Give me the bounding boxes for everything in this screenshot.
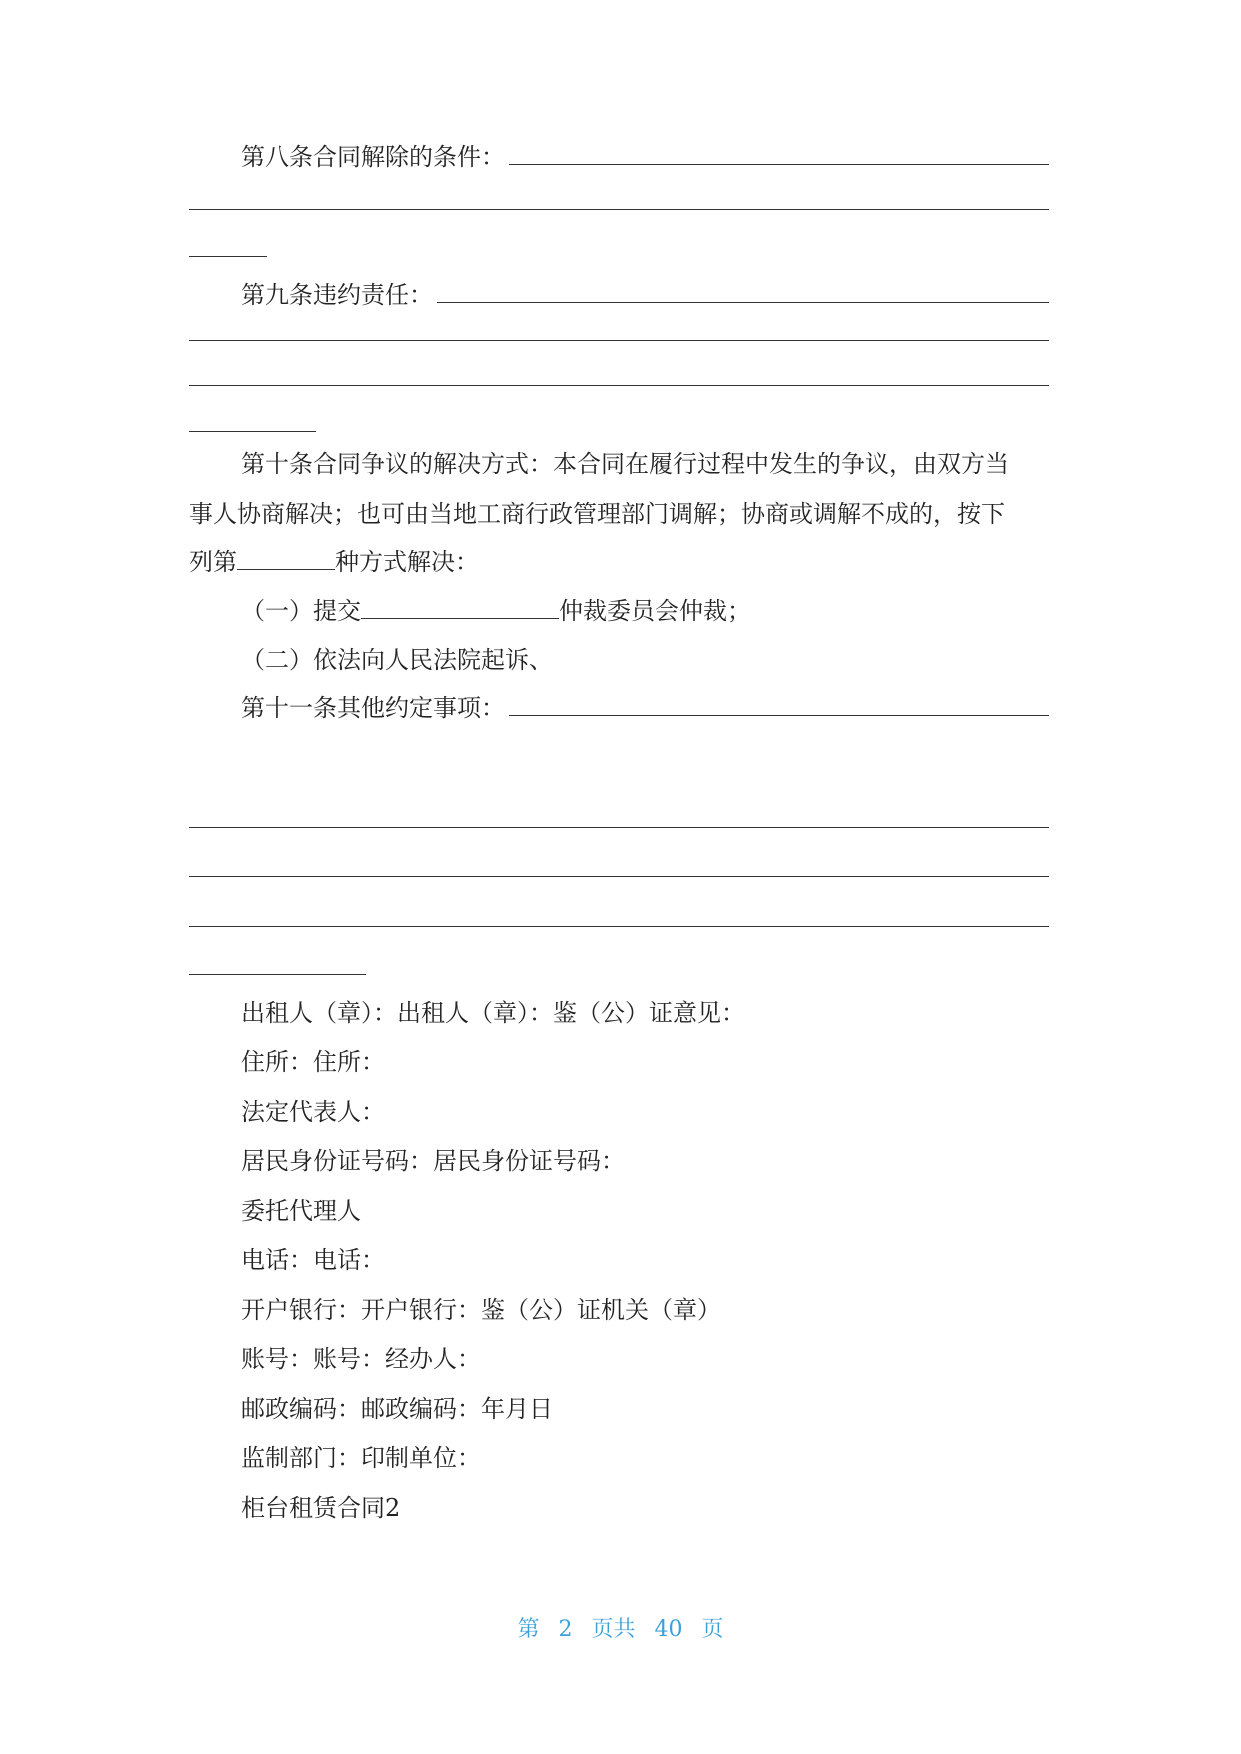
signature-line-address: 住所：住所： [241,1048,385,1076]
clause-11-rule-1 [189,827,1049,828]
clause-8-label: 第八条合同解除的条件： [241,143,505,171]
clause-10-line-1: 第十条合同争议的解决方式：本合同在履行过程中发生的争议，由双方当 [241,450,1009,478]
footer-prefix: 第 [517,1617,540,1642]
clause-11-label: 第十一条其他约定事项： [241,694,505,722]
footer-total-pages: 40 [654,1617,683,1642]
clause-10-line-3-pre: 列第 [189,548,237,576]
signature-line-phone: 电话：电话： [241,1246,385,1274]
clause-10-line-3-post: 种方式解决： [335,548,479,576]
clause-8-rule-end [189,256,267,257]
clause-8-blank [509,134,1049,165]
clause-9-blank [437,272,1049,303]
clause-11-rule-end [189,974,366,975]
clause-8-line [241,132,1049,182]
clause-11-rule-3 [189,926,1049,927]
option-1-line [241,586,1049,636]
clause-9-line [241,270,1049,320]
option-1-pre: （一）提交 [241,597,361,625]
clause-11-line [241,683,1049,733]
clause-9-label: 第九条违约责任： [241,281,433,309]
method-number-blank [237,539,335,570]
signature-line-id-number: 居民身份证号码：居民身份证号码： [241,1147,625,1175]
footer-page-number: 2 [558,1617,573,1642]
clause-10-line-2: 事人协商解决；也可由当地工商行政管理部门调解；协商或调解不成的，按下 [189,500,1005,528]
option-1-post: 仲裁委员会仲裁； [559,597,751,625]
clause-11-rule-2 [189,876,1049,877]
clause-8-rule-1 [189,209,1049,210]
clause-9-rule-1 [189,340,1049,341]
arbitration-committee-blank [361,588,559,619]
page-footer [0,1610,1241,1650]
footer-middle: 页共 [591,1617,636,1642]
option-2-line: （二）依法向人民法院起诉、 [241,646,553,674]
signature-line-bank: 开户银行：开户银行：鉴（公）证机关（章） [241,1296,721,1324]
signature-line-supervisor: 监制部门：印制单位： [241,1444,481,1472]
signature-line-lessor: 出租人（章）：出租人（章）：鉴（公）证意见： [241,999,745,1027]
signature-line-account: 账号：账号：经办人： [241,1345,481,1373]
signature-line-agent: 委托代理人 [241,1197,361,1225]
clause-9-rule-end [189,431,316,432]
clause-9-rule-2 [189,385,1049,386]
clause-11-blank [509,685,1049,716]
signature-line-legal-rep: 法定代表人： [241,1098,385,1126]
clause-10-line-3 [189,537,1049,587]
next-section-title: 柜台租赁合同2 [241,1494,401,1522]
footer-suffix: 页 [701,1617,724,1642]
signature-line-postcode: 邮政编码：邮政编码：年月日 [241,1395,553,1423]
